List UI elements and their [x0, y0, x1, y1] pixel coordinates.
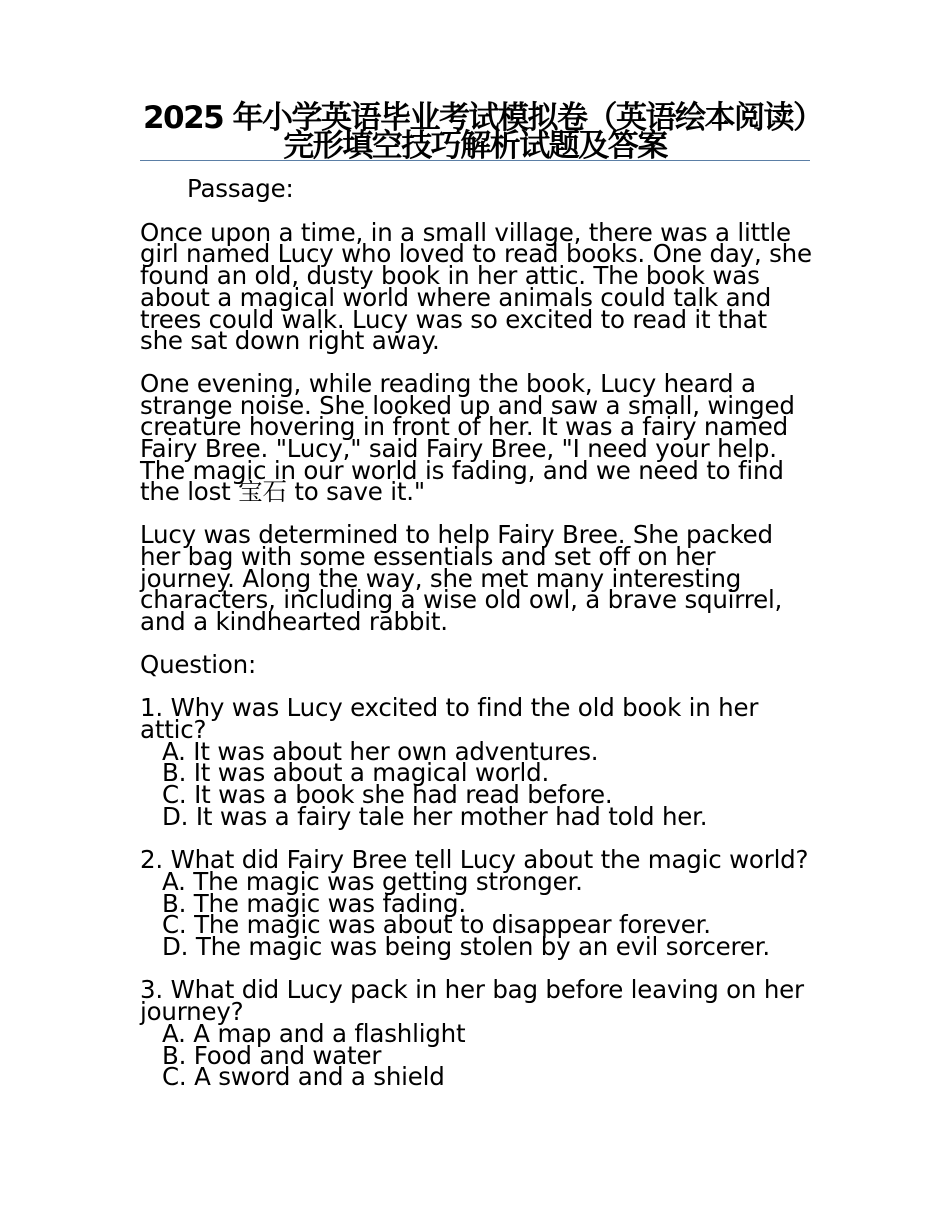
- title-underline: [140, 160, 810, 161]
- option-d: D. It was a fairy tale her mother had told her.: [162, 801, 708, 831]
- option-b: B. It was about a magical world.: [162, 758, 550, 788]
- option-d: D. The magic was being stolen by an evil sorcerer.: [162, 932, 770, 962]
- document-body: [140, 174, 812, 1110]
- document-title: 2025 年小学英语毕业考试模拟卷（英语绘本阅读）完形填空技巧解析试题及答案: [142, 100, 808, 164]
- question-text: 3. What did Lucy pack in her bag before leaving on her journey?: [140, 975, 804, 1027]
- passage-paragraph-3: Lucy was determined to help Fairy Bree. She packed her bag with some essentials and set off on her journey. Along the way, she met many interesting characters, including a wise old owl, a brave squirrel, and a kindhearted rabbit.: [140, 520, 783, 636]
- option-a: A. The magic was getting stronger.: [162, 866, 583, 896]
- passage-paragraph-1: Once upon a time, in a small village, there was a little girl named Lucy who loved to read books. One day, she found an old, dusty book in her attic. The book was about a magical world where animals could talk and trees could walk. Lucy was so excited to read it that she sat down right away.: [140, 217, 812, 356]
- option-b: B. The magic was fading.: [162, 888, 466, 918]
- passage-paragraph-2: One evening, while reading the book, Lucy heard a strange noise. She looked up and saw a small, winged creature hovering in front of her. It was a fairy named Fairy Bree. "Lucy," said Fairy Bree, "I need your help. The magic in our world is fading, and we need to find the lost 宝石 to save it.": [140, 368, 795, 507]
- question-1: [140, 693, 812, 831]
- question-text: 2. What did Fairy Bree tell Lucy about the magic world?: [140, 845, 809, 875]
- option-a: A. It was about her own adventures.: [162, 736, 599, 766]
- option-c: C. It was a book she had read before.: [162, 780, 613, 810]
- option-c: C. The magic was about to disappear forever.: [162, 910, 711, 940]
- question-3: [140, 975, 812, 1092]
- option-a: A. A map and a flashlight: [162, 1018, 466, 1048]
- option-b: B. Food and water: [162, 1040, 382, 1070]
- option-c: C. A sword and a shield: [162, 1062, 445, 1092]
- passage-label: Passage:: [187, 174, 294, 203]
- question-text: 1. Why was Lucy excited to find the old book in her attic?: [140, 693, 759, 745]
- question-2: [140, 845, 812, 962]
- question-label: Question:: [140, 649, 257, 679]
